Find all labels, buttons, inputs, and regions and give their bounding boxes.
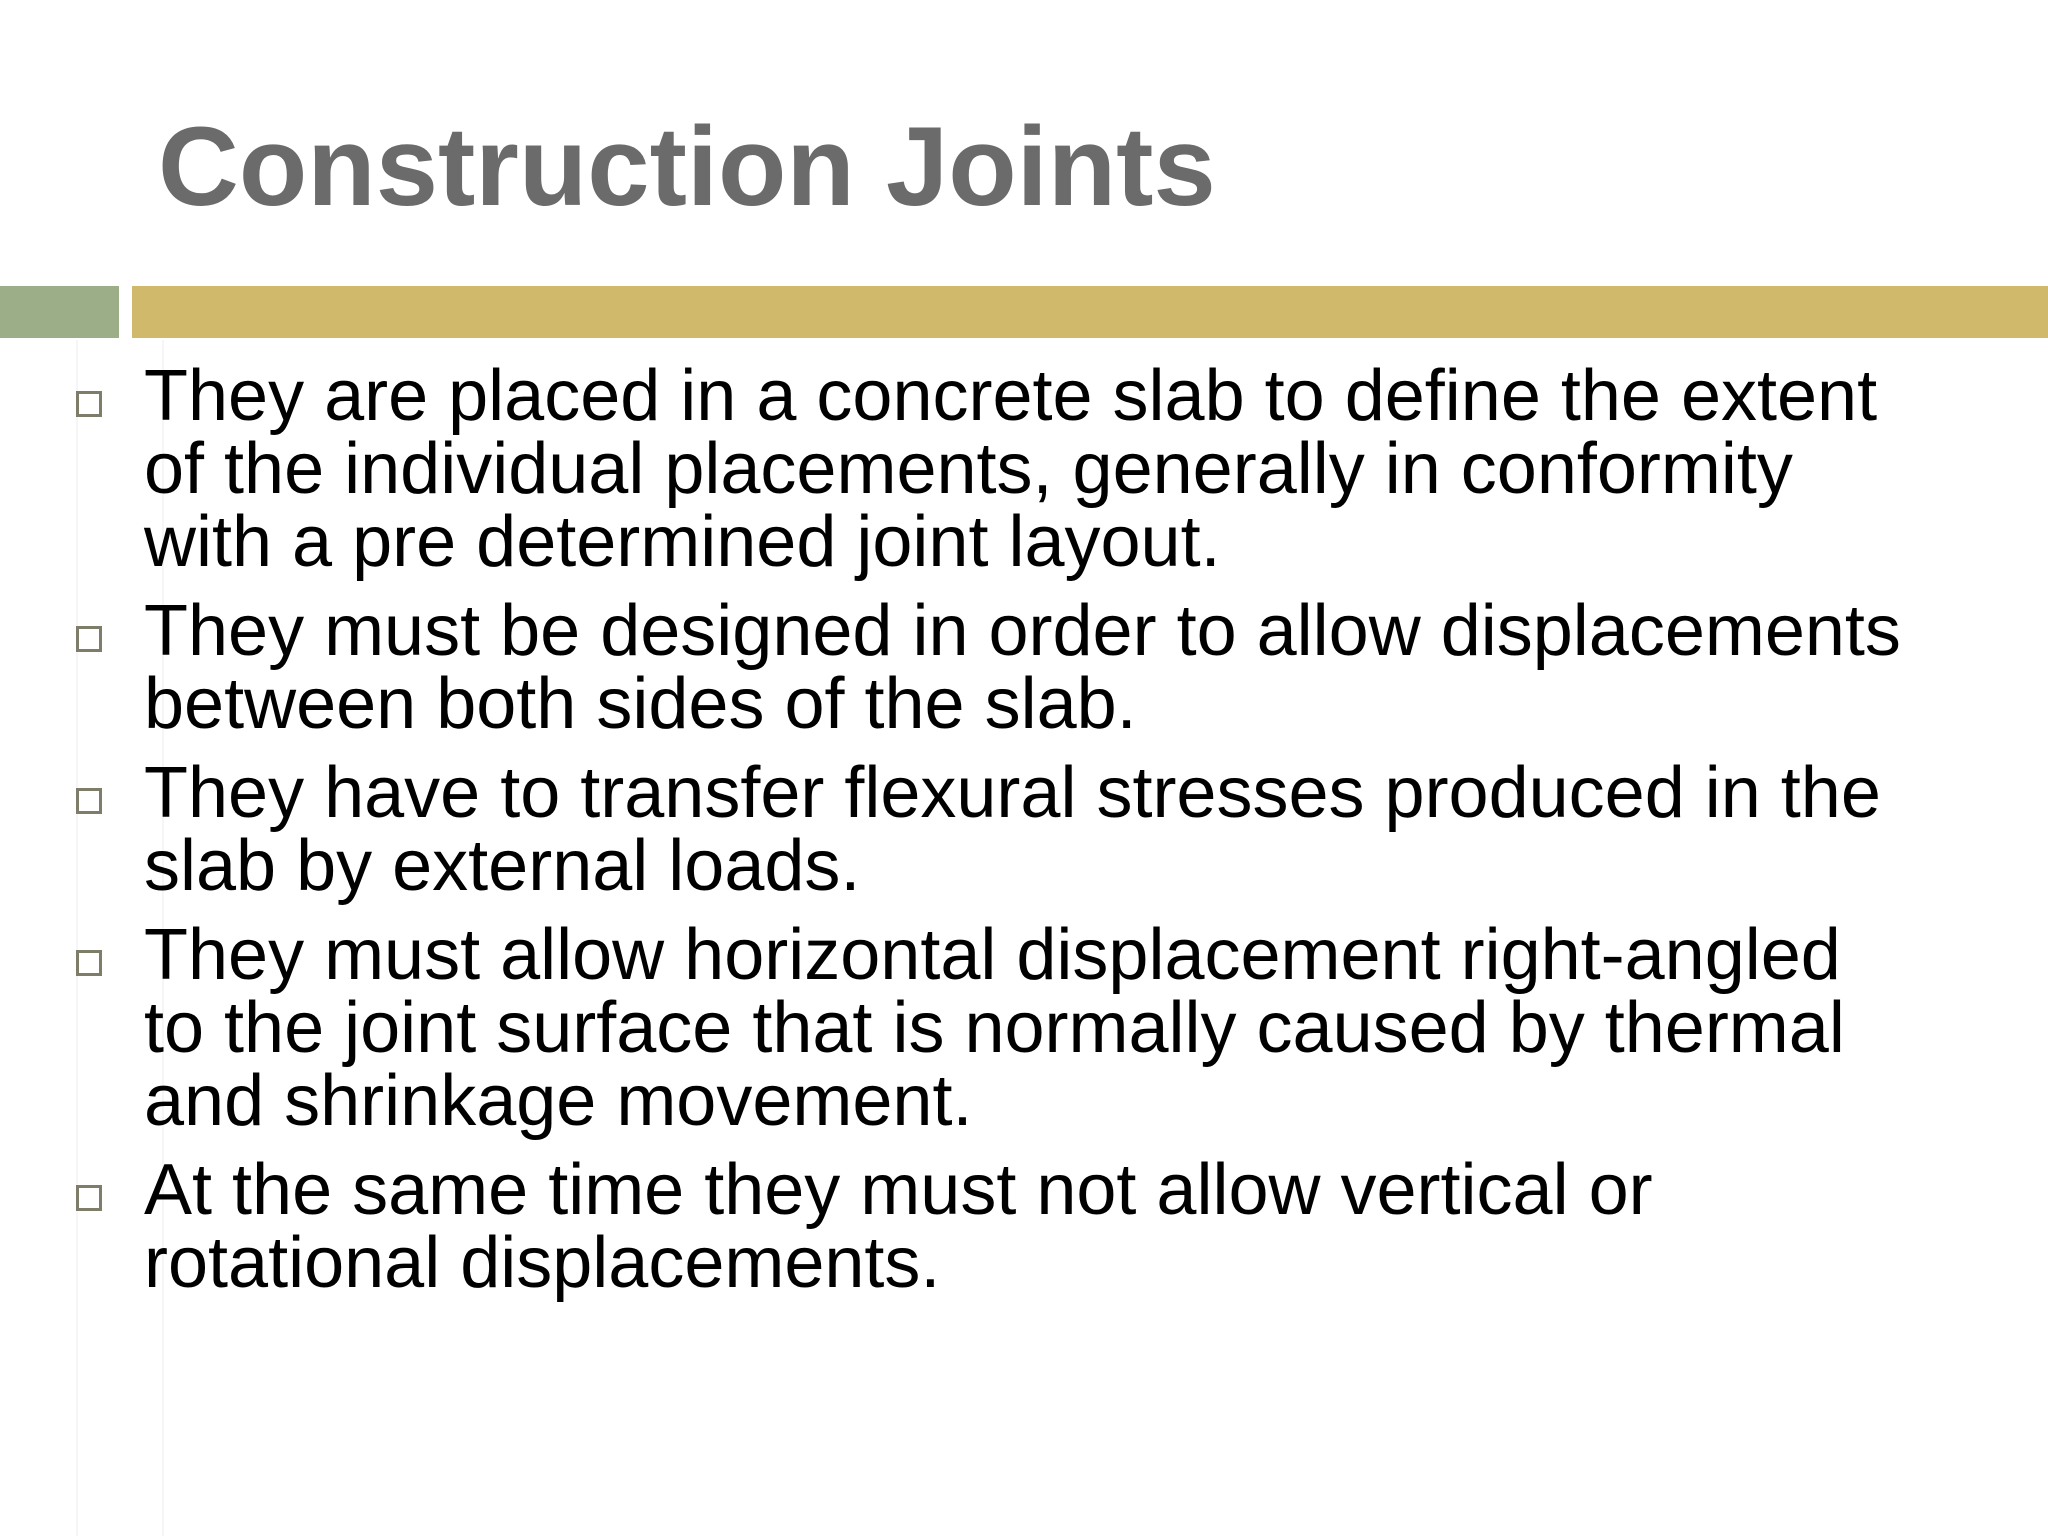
hollow-square-bullet-icon [76, 950, 102, 976]
bullet-item [0, 753, 2048, 906]
bullet-item [0, 591, 2048, 744]
bullet-item [0, 356, 2048, 582]
bullet-item [0, 1150, 2048, 1303]
hollow-square-bullet-icon [76, 391, 102, 417]
slide-title: Construction Joints [158, 104, 1216, 229]
bullet-text: They must allow horizontal displacement right-angled to the joint surface that is normally caused by thermal and shrinkage movement. [144, 915, 1845, 1141]
hollow-square-bullet-icon [76, 788, 102, 814]
accent-block-green [0, 286, 119, 338]
bullet-list [0, 356, 2048, 1316]
hollow-square-bullet-icon [76, 1185, 102, 1211]
hollow-square-bullet-icon [76, 626, 102, 652]
bullet-text: They must be designed in order to allow displacements between both sides of the slab. [144, 591, 1901, 744]
bullet-item [0, 915, 2048, 1141]
bullet-text: They are placed in a concrete slab to define the extent of the individual placements, generally in conformity with a pre determined joint layout. [144, 356, 1878, 582]
bullet-text: At the same time they must not allow vertical or rotational displacements. [144, 1150, 1653, 1303]
bullet-text: They have to transfer flexural stresses produced in the slab by external loads. [144, 753, 1881, 906]
accent-bar-gold [132, 286, 2048, 338]
